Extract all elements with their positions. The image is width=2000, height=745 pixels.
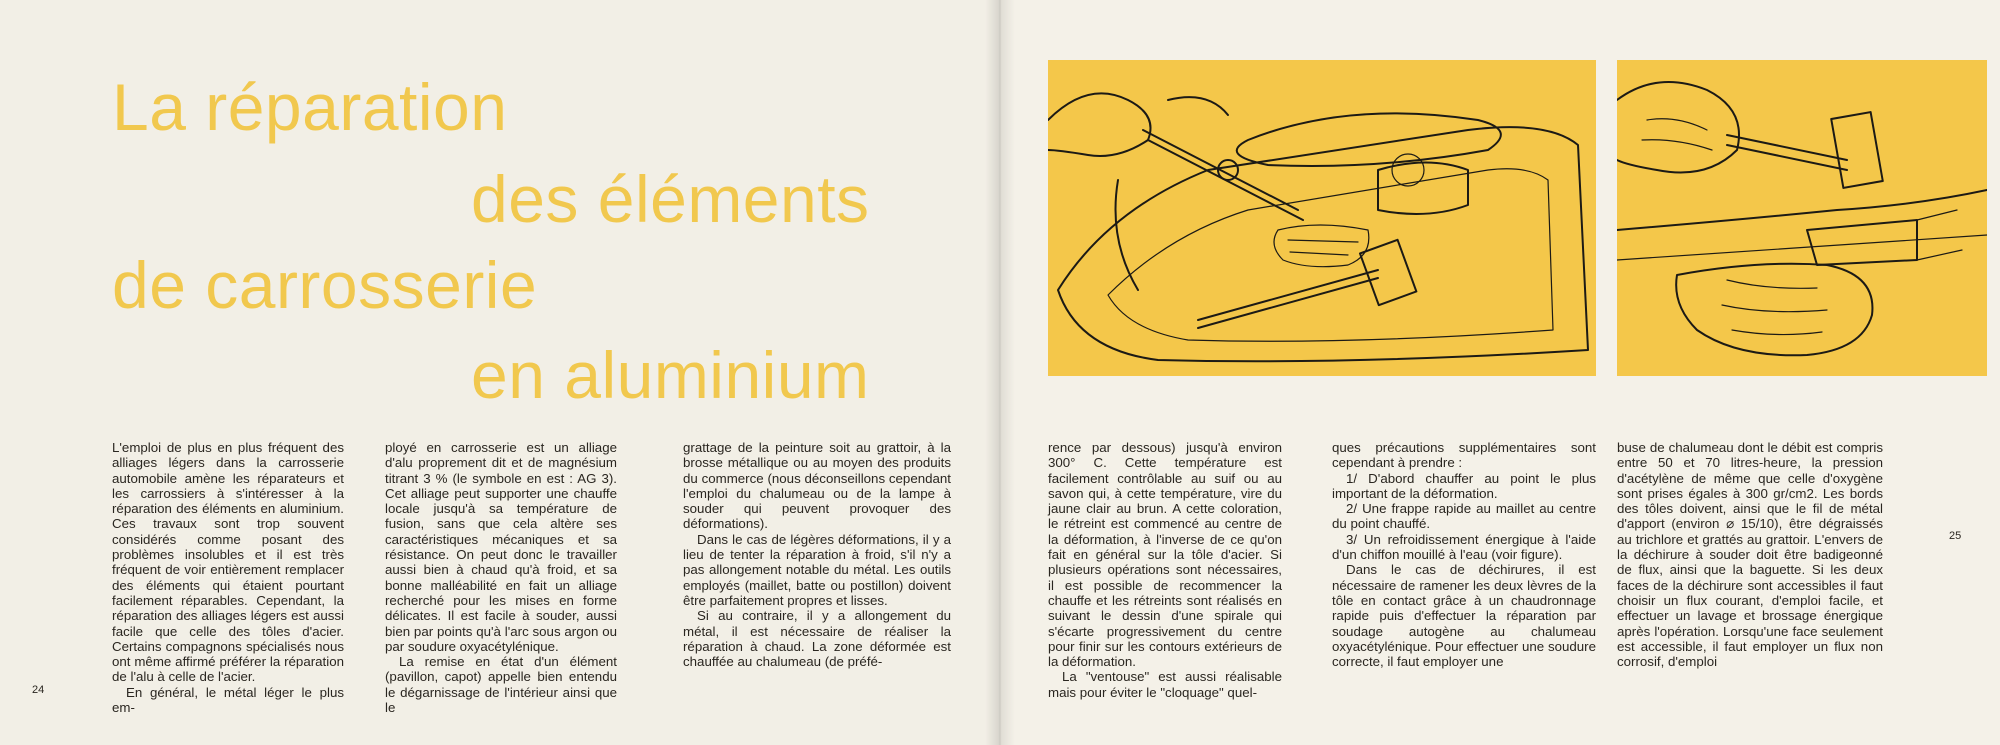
right-column-2 bbox=[1332, 440, 1596, 669]
left-column-1 bbox=[112, 440, 344, 715]
paragraph: Dans le cas de déchirures, il est nécessaire de ramener les deux lèvres de la tôle en contact grâce à un chaudronnage rapide puis d'effectuer la réparation par soudage autogène au chalumeau oxyacétylénique. Pour effectuer une soudure correcte, il faut employer une bbox=[1332, 562, 1596, 670]
hammer-dolly-illustration-icon bbox=[1617, 60, 1987, 376]
paragraph: 3/ Un refroidissement énergique à l'aide d'un chiffon mouillé à l'eau (voir figure). bbox=[1332, 531, 1596, 563]
title-line-4: en aluminium bbox=[471, 338, 870, 412]
paragraph: La remise en état d'un élément (pavillon, capot) appelle bien entendu le dégarnissage de l'intérieur ainsi que le bbox=[385, 654, 617, 716]
paragraph: ques précautions supplémentaires sont cependant à prendre : bbox=[1332, 440, 1596, 471]
paragraph: 2/ Une frappe rapide au maillet au centre du point chauffé. bbox=[1332, 501, 1596, 532]
right-column-1 bbox=[1048, 440, 1282, 700]
paragraph: rence par dessous) jusqu'à environ 300° C. Cette température est facilement contrôlable au suif ou au savon qui, à cette température, vire du jaune clair au brun. A cette coloration, le rétreint est commencé au centre de la déformation, à l'inverse de ce qu'on fait en général sur la tôle d'acier. Si plusieurs opérations sont nécessaires, il est possible de recommencer la chauffe et les rétreints sont réalisés en suivant le dessin d'une spirale qui s'écarte progressivement du centre pour finir sur les contours extérieurs de la déformation. bbox=[1048, 440, 1282, 670]
title-line-1: La réparation bbox=[112, 70, 508, 144]
page-number: 25 bbox=[1949, 530, 1962, 542]
paragraph: En général, le métal léger le plus em- bbox=[112, 684, 344, 716]
page-number: 24 bbox=[32, 684, 45, 696]
paragraph: ployé en carrosserie est un alliage d'alu proprement dit et de magnésium titrant 3 % (le symbole en est : AG 3). Cet alliage peut supporter une chauffe locale jusqu'à sa température de fusion, sans que cela altère ses caractéristiques mécaniques et sa résistance. On peut donc le travailler aussi bien à chaud qu'à froid, et sa bonne malléabilité en fait un alliage recherché pour les mises en forme délicates. Il est facile à souder, aussi bien par points qu'à l'arc sous argon ou par soudure oxyacétylénique. bbox=[385, 440, 617, 654]
title-line-3: de carrosserie bbox=[112, 248, 538, 322]
right-page bbox=[1000, 0, 2000, 745]
right-column-3 bbox=[1617, 440, 1883, 669]
binding-gutter bbox=[985, 0, 1015, 745]
torch-panel-illustration-icon bbox=[1048, 60, 1596, 376]
left-column-2 bbox=[385, 440, 617, 715]
paragraph: grattage de la peinture soit au grattoir, à la brosse métallique ou au moyen des produits du commerce (nous déconseillons cependant l'emploi du chalumeau ou de la lampe à souder qui peuvent provoquer des déformations). bbox=[683, 440, 951, 532]
paragraph: La "ventouse" est aussi réalisable mais pour éviter le "cloquage" quel- bbox=[1048, 669, 1282, 700]
paragraph: 1/ D'abord chauffer au point le plus important de la déformation. bbox=[1332, 470, 1596, 501]
paragraph: Dans le cas de légères déformations, il y a lieu de tenter la réparation à froid, s'il n'y a pas allongement notable du métal. Les outils employés (maillet, batte ou postillon) doivent être parfaitement propres et lisses. bbox=[683, 531, 951, 608]
paragraph: Si au contraire, il y a allongement du métal, il est nécessaire de réaliser la réparation à chaud. La zone déformée est chauffée au chalumeau (de préfé- bbox=[683, 608, 951, 670]
paragraph: buse de chalumeau dont le débit est compris entre 50 et 70 litres-heure, la pression d'acétylène de même que celle d'oxygène sont prises égales à 300 gr/cm2. Les bords des tôles doivent, ainsi que le fil de métal d'apport (environ ⌀ 15/10), être dégraissés au trichlore et grattés au grattoir. L'envers de la déchirure à souder doit être badigeonné de flux, ainsi que la baguette. Si les deux faces de la déchirure sont accessibles il faut choisir un flux courant, d'emploi facile, et effectuer un lavage et brossage énergique après l'opération. Lorsqu'une face seulement est accessible, il faut employer un flux non corrosif, d'emploi bbox=[1617, 440, 1883, 670]
paragraph: L'emploi de plus en plus fréquent des alliages légers dans la carrosserie automobile amène les réparateurs et les carrossiers à s'intéresser à la réparation des éléments en aluminium. Ces travaux sont trop souvent considérés comme posant des problèmes insolubles et il est très fréquent de voir entièrement remplacer des éléments qui étaient pourtant facilement réparables. Cependant, la réparation des alliages légers est aussi facile que celle des tôles d'acier. Certains compagnons spécialisés nous ont même affirmé préférer la réparation de l'alu à celle de l'acier. bbox=[112, 440, 344, 685]
title-line-2: des éléments bbox=[471, 162, 870, 236]
left-column-3 bbox=[683, 440, 951, 669]
